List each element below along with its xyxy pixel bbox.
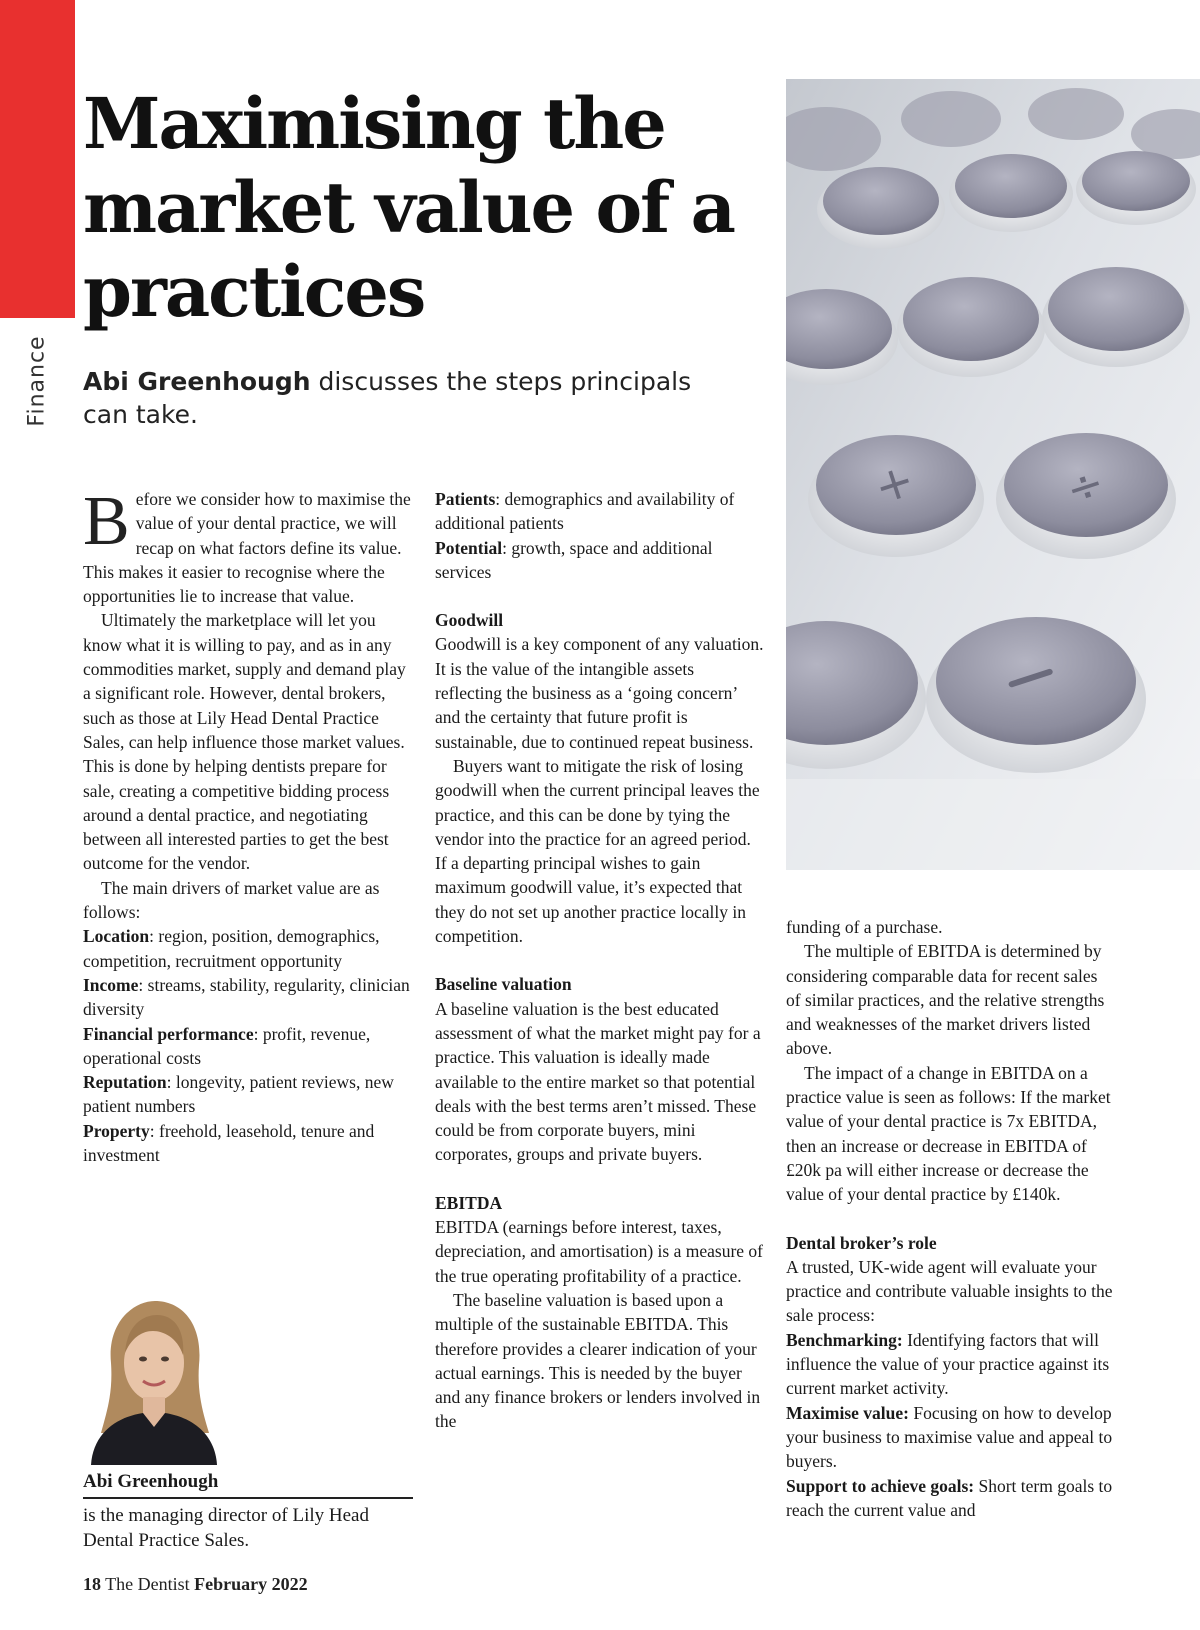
paragraph: A trusted, UK-wide agent will evaluate your practice and contribute valuable insights to the sale process: bbox=[786, 1256, 1113, 1326]
calculator-keys-photo bbox=[786, 79, 1200, 870]
driver-item: Income: streams, stability, regularity, clinician diversity bbox=[83, 974, 410, 1020]
author-caption bbox=[83, 1469, 413, 1553]
driver-item: Location: region, position, demographics, competition, recruitment opportunity bbox=[83, 926, 380, 971]
author-portrait bbox=[83, 1293, 224, 1465]
driver-item: Patients: demographics and availability of additional patients bbox=[435, 489, 735, 534]
page-folio bbox=[83, 1574, 308, 1595]
subheading-baseline-valuation: Baseline valuation bbox=[435, 974, 572, 995]
standfirst-text: discusses the steps principals can take. bbox=[83, 367, 692, 429]
section-color-bar bbox=[0, 0, 75, 318]
driver-item: Potential: growth, space and additional services bbox=[435, 537, 713, 582]
driver-item: Property: freehold, leasehold, tenure and investment bbox=[83, 1120, 375, 1166]
subheading-ebitda: EBITDA bbox=[435, 1192, 503, 1213]
paragraph: The main drivers of market value are as follows: bbox=[83, 877, 380, 923]
paragraph: A baseline valuation is the best educated assessment of what the market might pay for a practice. This valuation is ideally made available to the entire market so that potential deals with the best terms aren’t missed. These could be from corporate buyers, mini corporates, groups and private buyers. bbox=[435, 998, 761, 1165]
author-name: Abi Greenhough bbox=[83, 1469, 413, 1499]
page-number: 18 bbox=[83, 1574, 101, 1594]
paragraph: The baseline valuation is based upon a multiple of the sustainable EBITDA. This therefore provides a clearer indication of your actual earnings. This is needed by the buyer and any finance brokers or lenders involved in the bbox=[435, 1289, 761, 1432]
article-column-1 bbox=[83, 483, 413, 1167]
paragraph: EBITDA (earnings before interest, taxes, depreciation, and amortisation) is a measure of the true operating profitability of a practice. bbox=[435, 1217, 764, 1286]
broker-item: Benchmarking: Identifying factors that will influence the value of your practice against its current market activity. bbox=[786, 1329, 1110, 1399]
subheading-goodwill: Goodwill bbox=[435, 610, 504, 631]
broker-item: Maximise value: Focusing on how to develop your business to maximise value and appeal to buyers. bbox=[786, 1402, 1113, 1472]
issue-date: February 2022 bbox=[194, 1574, 308, 1594]
paragraph: Goodwill is a key component of any valuation. It is the value of the intangible assets reflecting the business as a ‘going concern’ and the certainty that future profit is sustainable, due to continued repeat business. bbox=[435, 634, 764, 752]
paragraph: Buyers want to mitigate the risk of losing goodwill when the current principal leaves the practice, and this can be done by tying the vendor into the practice for an agreed period. If a departing principal wishes to gain maximum goodwill value, it’s expected that they do not set up another practice locally in competition. bbox=[435, 755, 760, 947]
driver-item: Financial performance: profit, revenue, operational costs bbox=[83, 1023, 371, 1068]
section-label: Finance bbox=[24, 335, 50, 427]
subheading-dental-broker-role: Dental broker’s role bbox=[786, 1232, 937, 1253]
article-column-3 bbox=[786, 915, 1116, 1522]
paragraph: Ultimately the marketplace will let you know what it is willing to pay, and as in any commodities market, supply and demand play a significant role. However, dental brokers, such as those at Lily Head Dental Practice Sales, can help influence those market values. This is done by helping dentists prepare for sale, creating a competitive bidding process around a dental practice, and negotiating between all interested parties to get the best outcome for the vendor. bbox=[83, 610, 406, 874]
svg-text:÷: ÷ bbox=[1059, 456, 1111, 517]
paragraph: The multiple of EBITDA is determined by considering comparable data for recent sales of similar practices, and the relative strengths and weaknesses of the market drivers listed above. bbox=[786, 941, 1105, 1059]
standfirst-author: Abi Greenhough bbox=[83, 367, 311, 396]
standfirst bbox=[83, 365, 723, 431]
paragraph: The impact of a change in EBITDA on a practice value is seen as follows: If the market value of your dental practice is 7x EBITDA, then an increase or decrease in EBITDA of £20k pa will either increase or decrease the value of your dental practice by £140k. bbox=[786, 1062, 1111, 1205]
headline: Maximising the market value of a practices bbox=[83, 82, 734, 333]
intro-paragraph: Before we consider how to maximise the value of your dental practice, we will recap on what factors define its value. This makes it easier to recognise where the opportunities lie to increase that value. bbox=[83, 483, 411, 607]
svg-text:+: + bbox=[867, 451, 921, 515]
magazine-name: The Dentist bbox=[101, 1574, 195, 1594]
driver-item: Reputation: longevity, patient reviews, new patient numbers bbox=[83, 1072, 394, 1117]
author-bio: is the managing director of Lily Head Dental Practice Sales. bbox=[83, 1505, 369, 1551]
paragraph: funding of a purchase. bbox=[786, 917, 943, 937]
drop-cap: B bbox=[83, 483, 130, 560]
article-column-2 bbox=[435, 487, 765, 1434]
broker-item: Support to achieve goals: Short term goals to reach the current value and bbox=[786, 1475, 1113, 1520]
